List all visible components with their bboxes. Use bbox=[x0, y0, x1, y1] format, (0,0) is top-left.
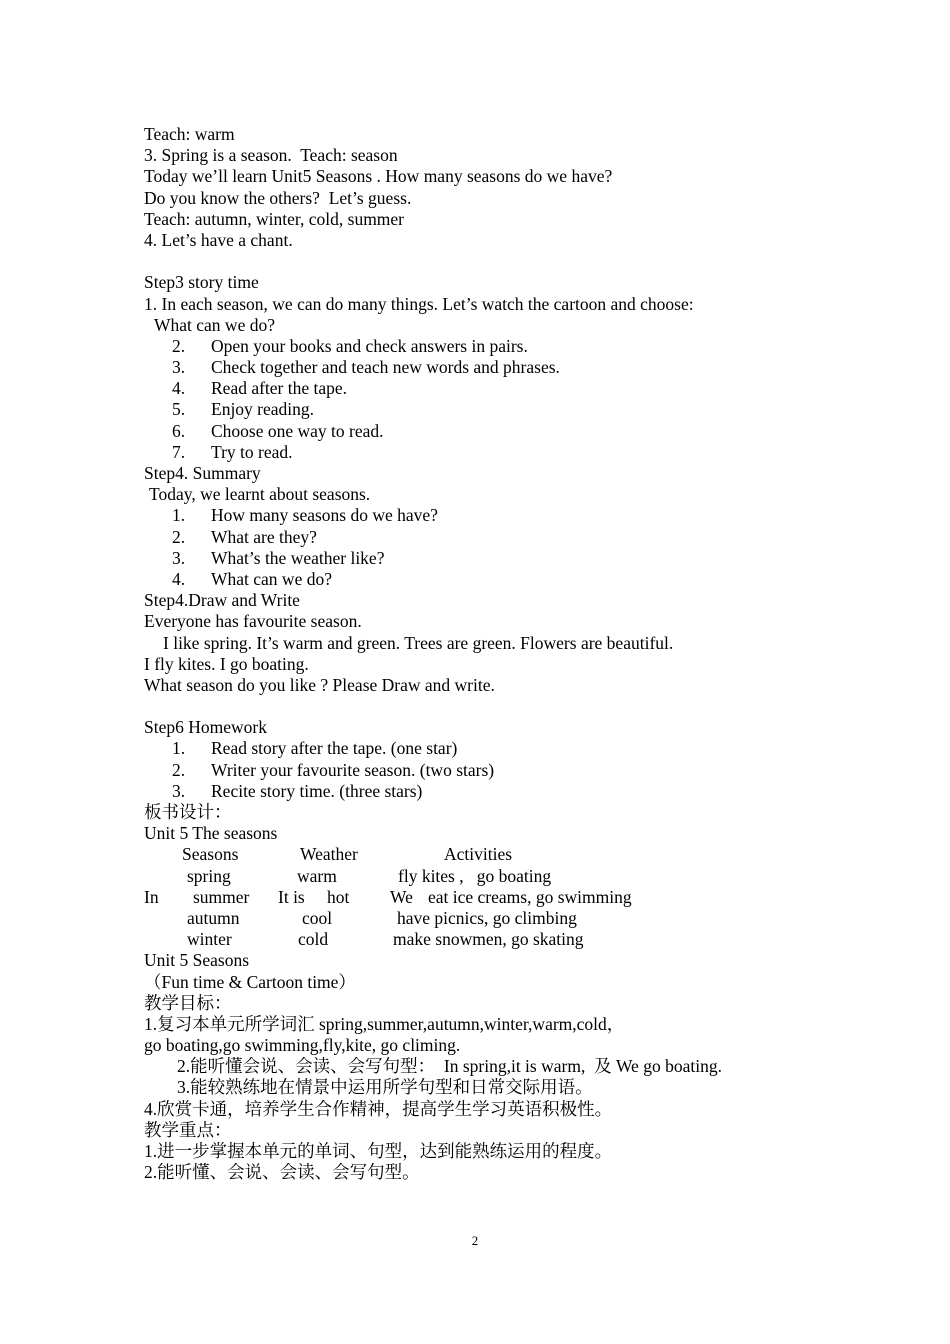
lesson2-subtitle: （Fun time & Cartoon time） bbox=[144, 971, 356, 992]
lesson2-title: Unit 5 Seasons bbox=[144, 950, 249, 971]
step4b-line: I like spring. It’s warm and green. Trees are green. Flowers are beautiful. bbox=[163, 632, 674, 653]
step4b-title: Step4.Draw and Write bbox=[144, 590, 300, 611]
key-points-label: 教学重点： bbox=[144, 1119, 232, 1140]
step6-title: Step6 Homework bbox=[144, 717, 267, 738]
board-row: winter cold make snowmen, go skating bbox=[187, 929, 584, 950]
goal-line: 3.能较熟练地在情景中运用所学句型和日常交际用语。 bbox=[177, 1077, 593, 1098]
goal-line: 1.复习本单元所学词汇 spring,summer,autumn,winter,warm,cold， bbox=[144, 1013, 625, 1034]
list-item: 4. Read after the tape. bbox=[172, 378, 348, 399]
list-item: 2. What are they? bbox=[172, 526, 317, 547]
intro-line: Teach: warm bbox=[144, 124, 235, 144]
goals-label: 教学目标： bbox=[144, 992, 232, 1013]
key-point-line: 2.能听懂、会说、会读、会写句型。 bbox=[144, 1162, 420, 1183]
list-item: 7. Try to read. bbox=[172, 441, 293, 462]
board-header-weather: Weather bbox=[300, 844, 358, 865]
intro-line: Today we’ll learn Unit5 Seasons . How many seasons do we have? bbox=[144, 166, 613, 187]
step4b-line: What season do you like ? Please Draw and write. bbox=[144, 674, 495, 695]
intro-line: Teach: autumn, winter, cold, summer bbox=[144, 208, 405, 229]
step4b-line: I fly kites. I go boating. bbox=[144, 653, 309, 674]
board-row: spring warm fly kites , go boating bbox=[187, 865, 552, 886]
board-row: autumn cool have picnics, go climbing bbox=[187, 907, 577, 928]
step4-title: Step4. Summary bbox=[144, 463, 261, 483]
step3-line: 1. In each season, we can do many things. Let’s watch the cartoon and choose: bbox=[144, 293, 694, 314]
goal-line: go boating,go swimming,fly,kite, go climing. bbox=[144, 1035, 461, 1056]
list-item: 1. How many seasons do we have? bbox=[172, 505, 438, 526]
intro-line: Do you know the others? Let’s guess. bbox=[144, 187, 412, 208]
list-item: 2. Open your books and check answers in pairs. bbox=[172, 335, 528, 356]
list-item: 4. What can we do? bbox=[172, 568, 332, 589]
intro-line: 3. Spring is a season. Teach: season bbox=[144, 145, 398, 166]
step4b-line: Everyone has favourite season. bbox=[144, 611, 362, 632]
step4-intro: Today, we learnt about seasons. bbox=[149, 484, 371, 505]
goal-line: 4.欣赏卡通，培养学生合作精神，提高学生学习英语积极性。 bbox=[144, 1098, 613, 1119]
list-item: 5. Enjoy reading. bbox=[172, 399, 315, 420]
goal-line: 2.能听懂会说、会读、会写句型： In spring,it is warm, 及 We go boating. bbox=[177, 1056, 722, 1077]
list-item: 3. Check together and teach new words and phrases. bbox=[172, 357, 560, 378]
list-item: 1. Read story after the tape. (one star) bbox=[172, 738, 458, 759]
board-header-activities: Activities bbox=[444, 844, 513, 865]
step3-line: What can we do? bbox=[154, 314, 275, 335]
board-label: 板书设计： bbox=[144, 802, 232, 822]
page-number: 2 bbox=[471, 1233, 479, 1248]
board-row: In summer It is hot We eat ice creams, go swimming bbox=[144, 886, 632, 907]
key-point-line: 1.进一步掌握本单元的单词、句型，达到能熟练运用的程度。 bbox=[144, 1141, 613, 1161]
list-item: 3. What’s the weather like? bbox=[172, 547, 385, 568]
board-header-seasons: Seasons bbox=[182, 844, 239, 865]
list-item: 2. Writer your favourite season. (two stars) bbox=[172, 759, 495, 780]
list-item: 6. Choose one way to read. bbox=[172, 420, 384, 441]
list-item: 3. Recite story time. (three stars) bbox=[172, 780, 423, 801]
step3-title: Step3 story time bbox=[144, 272, 259, 293]
board-header-row bbox=[144, 844, 844, 865]
document-page bbox=[144, 124, 844, 1183]
intro-line: 4. Let’s have a chant. bbox=[144, 229, 293, 250]
board-title: Unit 5 The seasons bbox=[144, 823, 278, 844]
